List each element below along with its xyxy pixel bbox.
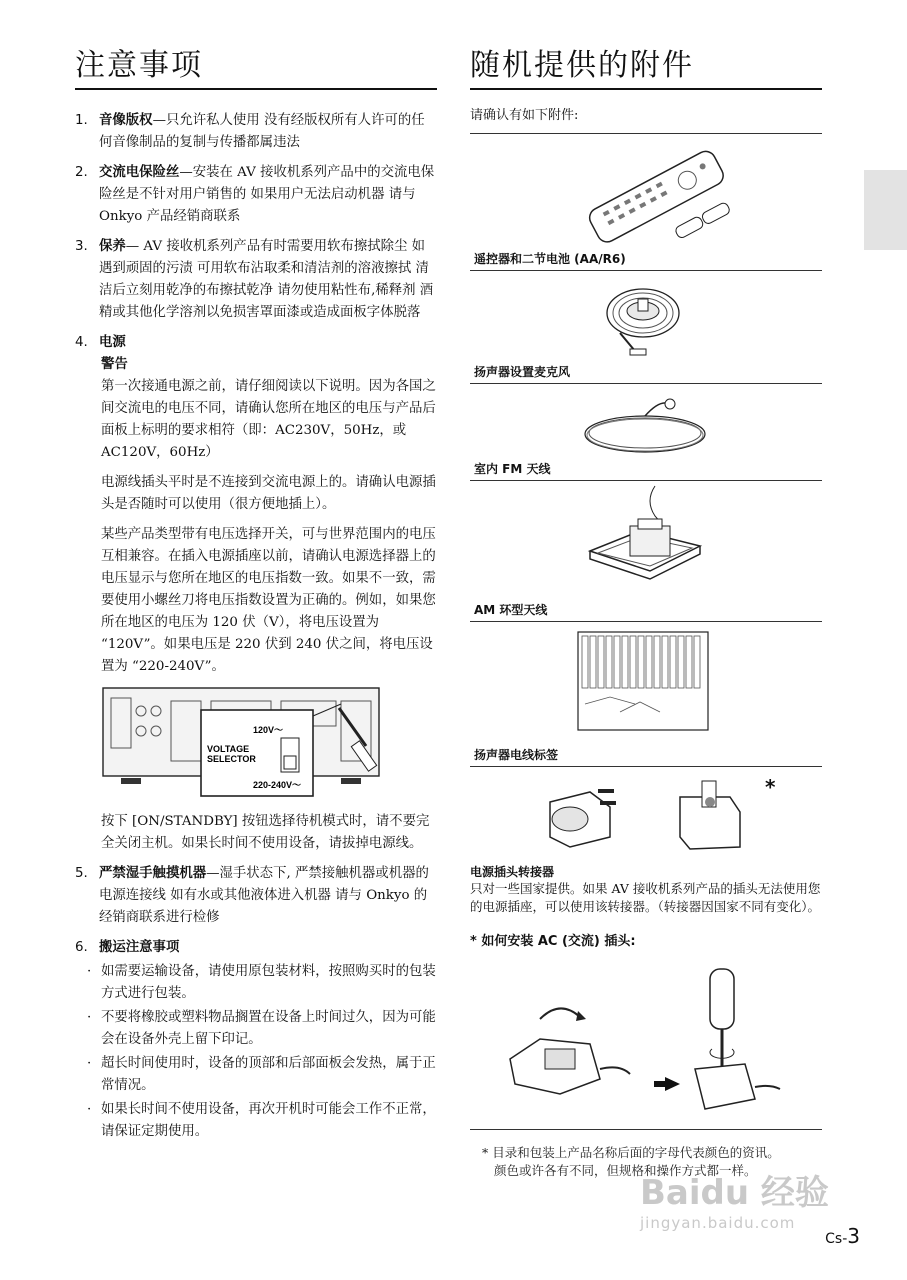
baidu-watermark	[640, 1165, 829, 1232]
diagram-selector-text-2: SELECTOR	[207, 754, 256, 764]
precautions-column	[75, 40, 437, 1145]
footnote-1: * 目录和包装上产品名称后面的字母代表颜色的资讯。	[482, 1145, 780, 1160]
accessory-label: 遥控器和二节电池 (AA/R6)	[474, 252, 626, 266]
am-antenna-icon	[470, 481, 822, 601]
transport-bullet: · 如果长时间不使用设备，再次开机时可能会工作不正常，请保证定期使用。	[87, 1102, 436, 1139]
adapter-star-mark: *	[765, 775, 776, 799]
fm-antenna-icon	[470, 384, 822, 462]
transport-bullet: · 如需要运输设备，请使用原包装材料，按照购买时的包装方式进行包装。	[87, 964, 436, 1001]
watermark-url: jingyan.baidu.com	[640, 1214, 796, 1232]
precaution-item-2: 2. 交流电保险丝—安装在 AV 接收机系列产品中的交流电保险丝是不针对用户销售的 如果用户无法启动机器 请与 Onkyo 产品经销商联系	[75, 165, 435, 224]
accessory-label: AM 环型天线	[474, 603, 548, 617]
accessory-speaker-labels	[470, 622, 822, 767]
page-number: Cs-3	[825, 1224, 860, 1248]
precaution-item-3: 3. 保养— AV 接收机系列产品有时需要用软布擦拭除尘 如遇到顽固的污渍 可用软布沾取柔和清洁剂的溶液擦拭 清洁后立刻用乾净的布擦拭乾净 请勿使用粘性布,稀释剂 酒精或其他化学溶剂以免损害罩面漆或造成面板字体脱落	[75, 239, 434, 320]
precautions-title: 注意事项	[75, 48, 203, 83]
install-plug-icon	[470, 949, 822, 1129]
accessories-heading-rule	[470, 40, 822, 90]
transport-bullet: · 不要将橡胶或塑料物品搁置在设备上时间过久，因为可能会在设备外壳上留下印记。	[87, 1010, 436, 1047]
remote-control-icon	[470, 134, 822, 250]
speaker-label-sheet-icon	[470, 622, 822, 746]
install-plug-diagram	[470, 949, 822, 1130]
diagram-120v-text: 120V～	[253, 725, 284, 735]
power-paragraph-4: 按下 [ON/STANDBY] 按钮选择待机模式时，请不要完全关闭主机。如果长时间不使用设备，请拔掉电源线。	[101, 814, 430, 851]
accessory-remote	[470, 134, 822, 271]
accessory-fm-antenna	[470, 384, 822, 481]
adapter-description: 只对一些国家提供。如果 AV 接收机系列产品的插头无法使用您的电源插座，可以使用该转接器。（转接器因国家不同有变化）。	[470, 881, 821, 914]
watermark-brand: Baidu 经验	[640, 1173, 829, 1213]
precaution-item-1: 1. 音像版权—只允许私人使用 没有经版权所有人许可的任何音像制品的复制与传播都属违法	[75, 113, 425, 150]
accessories-title: 随机提供的附件	[470, 48, 694, 83]
voltage-selector-diagram	[101, 686, 437, 801]
plug-adapter-section	[470, 767, 822, 859]
accessory-label: 扬声器设置麦克风	[474, 365, 571, 379]
diagram-220v-text: 220-240V～	[253, 780, 302, 790]
transport-bullet: · 超长时间使用时，设备的顶部和后部面板会发热，属于正常情况。	[87, 1056, 436, 1093]
warning-label: 警告	[101, 357, 128, 372]
accessory-microphone	[470, 271, 822, 384]
precautions-heading-rule	[75, 40, 437, 90]
section-tab	[864, 170, 907, 250]
accessory-label: 扬声器电线标签	[474, 748, 559, 762]
precaution-item-6: 6. 搬运注意事项	[75, 940, 180, 955]
power-paragraph-1: 第一次接通电源之前，请仔细阅读以下说明。因为各国之间交流电的电压不同，请确认您所在地区的电压与产品后面板上标明的要求相符（即：AC230V，50Hz，或 AC120V，60Hz）	[101, 379, 436, 460]
precaution-item-5: 5. 严禁湿手触摸机器—湿手状态下, 严禁接触机器或机器的电源连接线 如有水或其他液体进入机器 请与 Onkyo 的经销商联系进行检修	[75, 866, 429, 925]
power-paragraph-2: 电源线插头平时是不连接到交流电源上的。请确认电源插头是否随时可以使用（很方便地插上）。	[101, 475, 436, 512]
accessories-intro: 请确认有如下附件:	[470, 104, 822, 134]
accessory-label: 室内 FM 天线	[474, 462, 551, 476]
diagram-selector-text-1: VOLTAGE	[207, 744, 250, 754]
footnote-2: 颜色或许各有不同，但规格和操作方式都一样。	[494, 1163, 757, 1178]
precaution-item-4: 4. 电源	[75, 335, 126, 350]
adapter-title: 电源插头转接器	[470, 865, 555, 879]
accessories-column	[470, 40, 822, 1180]
install-plug-title: * 如何安装 AC (交流) 插头:	[470, 934, 636, 949]
accessory-am-antenna	[470, 481, 822, 622]
microphone-icon	[470, 271, 822, 365]
power-paragraph-3: 某些产品类型带有电压选择开关，可与世界范围内的电压互相兼容。在插入电源插座以前，请确认电源选择器上的电压显示与您所在地区的电压指数一致。如果不一致，需要使用小螺丝刀将电压指数设置为正确的。例如，如果您所在地区的电压为 120 伏（V），将电压设置为 “120V”。如果电压是 220 伏到 240 伏之间，将电压设置为 “220-240V”。	[101, 527, 436, 674]
